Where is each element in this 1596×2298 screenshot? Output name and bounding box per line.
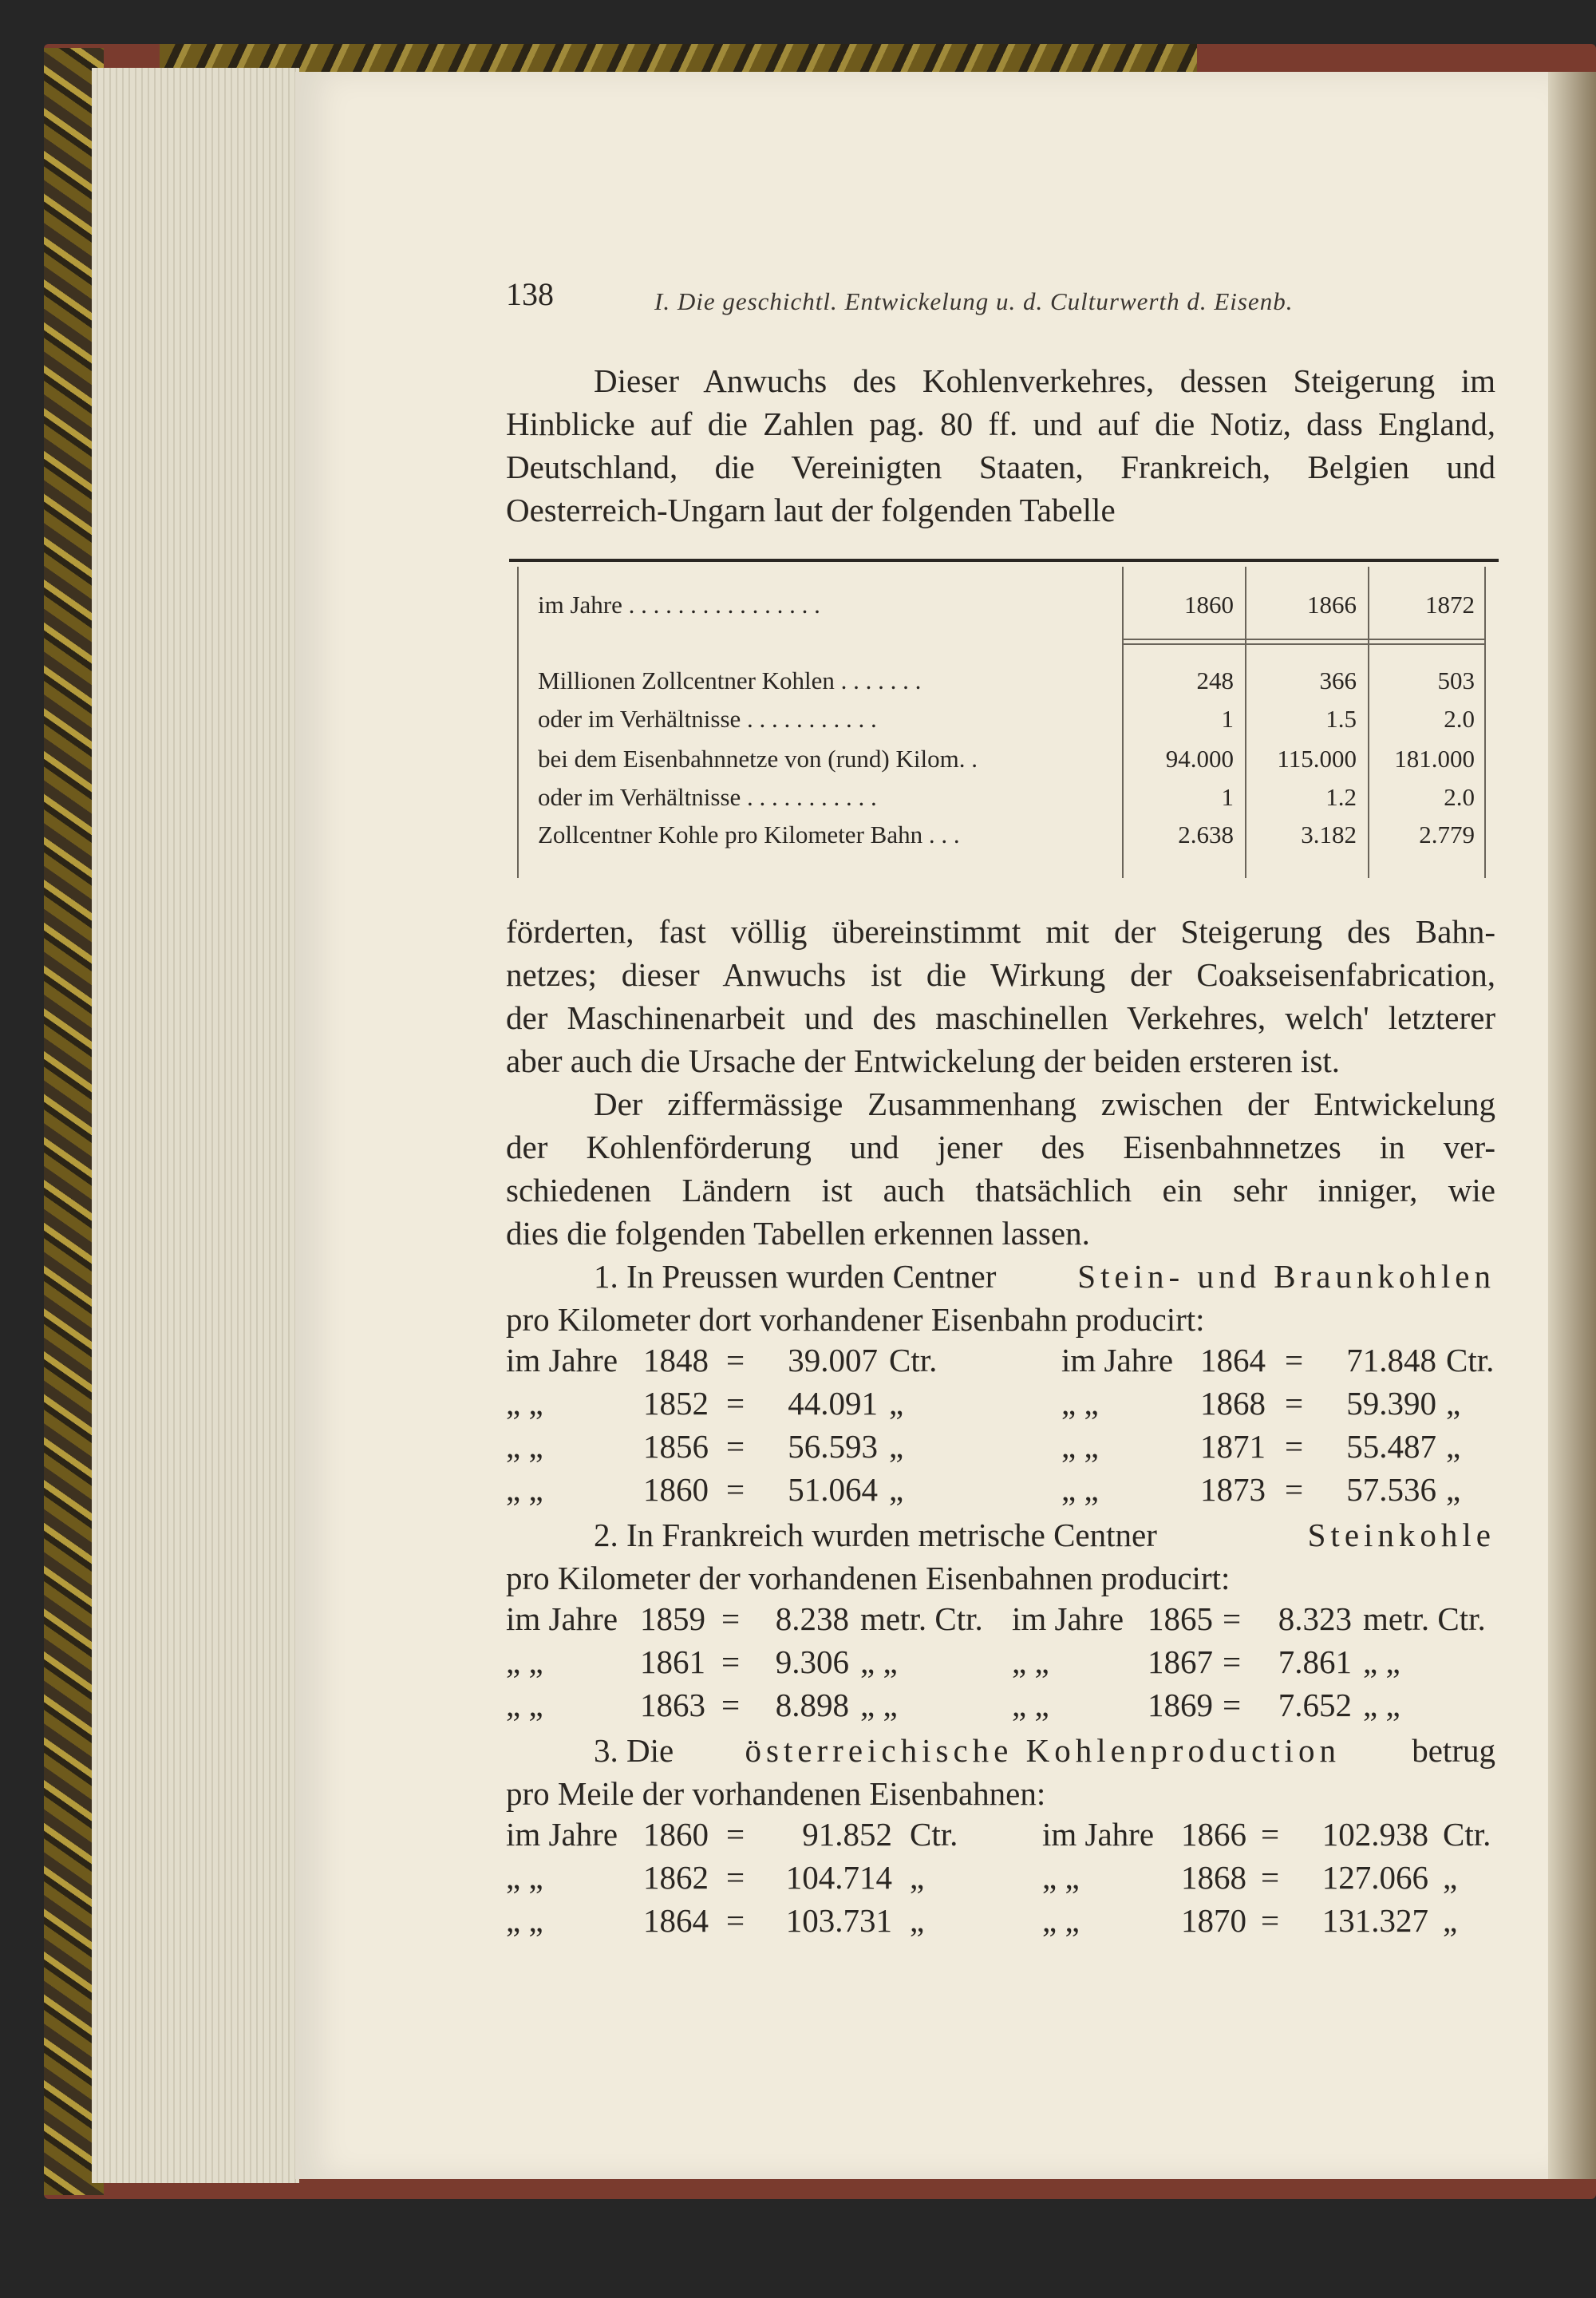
page-edges <box>92 68 299 2183</box>
text-line: der Maschinenarbeit und des maschinellen Verkehres, welch' letzterer <box>506 999 1495 1036</box>
section-heading <box>506 1729 1495 1772</box>
list-year: 1860 <box>643 1816 709 1853</box>
list-value: 131.327 <box>1321 1902 1428 1939</box>
list-value: 7.861 <box>1278 1643 1352 1680</box>
list-unit: „ „ <box>860 1643 898 1680</box>
list-eq: = <box>1223 1687 1242 1723</box>
statistics-table <box>509 559 1499 882</box>
list-unit: „ <box>1446 1428 1461 1465</box>
list-year: 1866 <box>1181 1816 1246 1853</box>
list-prefix: „ „ <box>506 1902 543 1939</box>
list-prefix: im Jahre <box>1012 1600 1124 1637</box>
table-cell: 115.000 <box>1277 745 1357 773</box>
table-cell: 3.182 <box>1301 821 1357 848</box>
table-row-label: bei dem Eisenbahnnetze von (rund) Kilom. . <box>538 745 978 773</box>
marbled-top-edge <box>160 44 1197 72</box>
list-year: 1852 <box>643 1385 709 1422</box>
text-line: Oesterreich-Ungarn laut der folgenden Tabelle <box>506 492 1116 528</box>
table-cell: 2.779 <box>1419 821 1475 848</box>
list-value: 8.323 <box>1278 1600 1352 1637</box>
list-eq: = <box>1285 1428 1304 1465</box>
list-eq: = <box>726 1342 745 1378</box>
text-line: schiedenen Ländern ist auch thatsächlich ein sehr inniger, wie <box>506 1172 1495 1208</box>
table-cell: 2.0 <box>1444 783 1475 811</box>
text-line: Hinblicke auf die Zahlen pag. 80 ff. und auf die Notiz, dass England, <box>506 405 1495 442</box>
list-prefix: „ „ <box>506 1428 543 1465</box>
list-value: 57.536 <box>1346 1471 1436 1508</box>
table-header-rule <box>1122 639 1486 640</box>
list-unit: metr. Ctr. <box>1363 1600 1486 1637</box>
text-line: aber auch die Ursache der Entwickelung der beiden ersteren ist. <box>506 1042 1341 1079</box>
list-year: 1871 <box>1200 1428 1266 1465</box>
list-value: 104.714 <box>785 1859 892 1896</box>
list-value: 8.238 <box>775 1600 849 1637</box>
list-prefix: im Jahre <box>506 1600 618 1637</box>
list-unit: „ <box>1443 1859 1458 1896</box>
table-cell: 2.638 <box>1178 821 1234 848</box>
list-eq: = <box>1285 1385 1304 1422</box>
list-prefix: „ „ <box>1042 1902 1080 1939</box>
list-eq: = <box>1285 1342 1304 1378</box>
table-top-rule <box>509 559 1499 562</box>
table-cell: 1.2 <box>1325 783 1357 811</box>
list-value: 9.306 <box>775 1643 849 1680</box>
list-prefix: im Jahre <box>1061 1342 1174 1378</box>
list-year: 1856 <box>643 1428 709 1465</box>
list-prefix: „ „ <box>1012 1687 1049 1723</box>
table-row-label: oder im Verhältnisse . . . . . . . . . . . <box>538 783 877 811</box>
list-prefix: „ „ <box>506 1859 543 1896</box>
text-line: pro Kilometer dort vorhandener Eisenbahn producirt: <box>506 1301 1205 1338</box>
list-prefix: „ „ <box>1061 1385 1099 1422</box>
list-value: 8.898 <box>775 1687 849 1723</box>
table-header-rule <box>1122 643 1486 645</box>
list-eq: = <box>721 1687 741 1723</box>
table-cell: 1 <box>1221 783 1234 811</box>
list-prefix: im Jahre <box>1042 1816 1155 1853</box>
list-value: 91.852 <box>802 1816 892 1853</box>
list-unit: Ctr. <box>889 1342 938 1378</box>
list-year: 1862 <box>643 1859 709 1896</box>
list-value: 55.487 <box>1346 1428 1436 1465</box>
list-prefix: „ „ <box>506 1643 543 1680</box>
list-value: 7.652 <box>1278 1687 1352 1723</box>
text-line: förderten, fast völlig übereinstimmt mit der Steigerung des Bahn- <box>506 913 1495 950</box>
list-value: 103.731 <box>785 1902 892 1939</box>
list-year: 1869 <box>1148 1687 1213 1723</box>
table-cell: 1.5 <box>1325 705 1357 733</box>
table-year: 1872 <box>1425 591 1475 619</box>
list-year: 1864 <box>643 1902 709 1939</box>
list-eq: = <box>1261 1859 1280 1896</box>
list-eq: = <box>726 1902 745 1939</box>
section-spaced-text: Steinkohle <box>1307 1517 1495 1553</box>
list-year: 1873 <box>1200 1471 1266 1508</box>
table-row-label: Millionen Zollcentner Kohlen . . . . . . . <box>538 666 922 694</box>
table-header-label: im Jahre . . . . . . . . . . . . . . . . <box>538 591 820 619</box>
table-year: 1866 <box>1307 591 1357 619</box>
list-unit: metr. Ctr. <box>860 1600 983 1637</box>
page-number: 138 <box>506 276 554 312</box>
list-prefix: „ „ <box>506 1471 543 1508</box>
table-row-label: oder im Verhältnisse . . . . . . . . . . . <box>538 705 877 733</box>
list-year: 1864 <box>1200 1342 1266 1378</box>
list-unit: Ctr. <box>1443 1816 1491 1853</box>
list-eq: = <box>726 1816 745 1853</box>
list-unit: „ <box>889 1385 904 1422</box>
section-text: betrug <box>1412 1732 1495 1769</box>
table-cell: 1 <box>1221 705 1234 733</box>
list-value: 127.066 <box>1321 1859 1428 1896</box>
list-eq: = <box>1223 1600 1242 1637</box>
list-unit: Ctr. <box>910 1816 958 1853</box>
list-value: 71.848 <box>1346 1342 1436 1378</box>
table-cell: 2.0 <box>1444 705 1475 733</box>
list-eq: = <box>726 1471 745 1508</box>
table-row-label: Zollcentner Kohle pro Kilometer Bahn . . . <box>538 821 960 848</box>
list-unit: „ <box>910 1902 925 1939</box>
list-unit: „ „ <box>1363 1643 1400 1680</box>
list-value: 39.007 <box>788 1342 878 1378</box>
list-unit: „ <box>1446 1471 1461 1508</box>
list-year: 1860 <box>643 1471 709 1508</box>
text-line: Deutschland, die Vereinigten Staaten, Frankreich, Belgien und <box>506 449 1495 485</box>
list-year: 1848 <box>643 1342 709 1378</box>
section-text: 1. In Preussen wurden Centner <box>594 1258 997 1295</box>
table-cell: 366 <box>1319 666 1357 694</box>
list-unit: „ <box>1446 1385 1461 1422</box>
list-year: 1861 <box>640 1643 705 1680</box>
table-cell: 94.000 <box>1165 745 1234 773</box>
list-unit: „ „ <box>1363 1687 1400 1723</box>
section-text: 2. In Frankreich wurden metrische Centner <box>594 1517 1157 1553</box>
list-eq: = <box>726 1428 745 1465</box>
list-value: 102.938 <box>1321 1816 1428 1853</box>
list-unit: „ <box>910 1859 925 1896</box>
text-line: Dieser Anwuchs des Kohlenverkehres, dessen Steigerung im <box>594 362 1495 399</box>
facing-page-shadow <box>1548 72 1596 2179</box>
list-prefix: „ „ <box>1012 1643 1049 1680</box>
list-eq: = <box>1223 1643 1242 1680</box>
text-line: pro Kilometer der vorhandenen Eisenbahnen producirt: <box>506 1560 1231 1596</box>
section-heading <box>506 1513 1495 1556</box>
list-prefix: im Jahre <box>506 1342 618 1378</box>
list-eq: = <box>721 1600 741 1637</box>
list-year: 1867 <box>1148 1643 1213 1680</box>
list-prefix: „ „ <box>506 1687 543 1723</box>
list-eq: = <box>726 1385 745 1422</box>
list-eq: = <box>1285 1471 1304 1508</box>
table-vline <box>1484 567 1486 878</box>
list-value: 51.064 <box>788 1471 878 1508</box>
list-prefix: „ „ <box>1061 1471 1099 1508</box>
list-unit: „ <box>1443 1902 1458 1939</box>
list-unit: „ „ <box>860 1687 898 1723</box>
table-vline <box>517 567 519 878</box>
list-prefix: „ „ <box>506 1385 543 1422</box>
text-line: der Kohlenförderung und jener des Eisenbahnnetzes in ver- <box>506 1129 1495 1165</box>
list-eq: = <box>1261 1816 1280 1853</box>
list-prefix: „ „ <box>1042 1859 1080 1896</box>
list-year: 1863 <box>640 1687 705 1723</box>
section-spaced-text: österreichische Kohlenproduction <box>745 1732 1341 1769</box>
table-cell: 248 <box>1196 666 1234 694</box>
table-cell: 181.000 <box>1394 745 1475 773</box>
list-year: 1868 <box>1200 1385 1266 1422</box>
table-cell: 503 <box>1437 666 1475 694</box>
text-line: netzes; dieser Anwuchs ist die Wirkung der Coakseisenfabrication, <box>506 956 1495 993</box>
list-unit: „ <box>889 1428 904 1465</box>
section-heading <box>506 1255 1495 1298</box>
section-spaced-text: Stein- und Braunkohlen <box>1077 1258 1495 1295</box>
list-year: 1859 <box>640 1600 705 1637</box>
running-title: I. Die geschichtl. Entwickelung u. d. Culturwerth d. Eisenb. <box>654 287 1294 315</box>
list-prefix: „ „ <box>1061 1428 1099 1465</box>
list-prefix: im Jahre <box>506 1816 618 1853</box>
list-eq: = <box>721 1643 741 1680</box>
list-value: 56.593 <box>788 1428 878 1465</box>
list-value: 59.390 <box>1346 1385 1436 1422</box>
list-year: 1868 <box>1181 1859 1246 1896</box>
text-line: dies die folgenden Tabellen erkennen lassen. <box>506 1215 1090 1252</box>
list-unit: „ <box>889 1471 904 1508</box>
list-unit: Ctr. <box>1446 1342 1495 1378</box>
section-text: 3. Die <box>594 1732 674 1769</box>
list-eq: = <box>1261 1902 1280 1939</box>
list-eq: = <box>726 1859 745 1896</box>
list-year: 1870 <box>1181 1902 1246 1939</box>
text-line: Der ziffermässige Zusammenhang zwischen der Entwickelung <box>594 1086 1495 1122</box>
text-line: pro Meile der vorhandenen Eisenbahnen: <box>506 1775 1046 1812</box>
list-year: 1865 <box>1148 1600 1213 1637</box>
table-year: 1860 <box>1184 591 1234 619</box>
list-value: 44.091 <box>788 1385 878 1422</box>
